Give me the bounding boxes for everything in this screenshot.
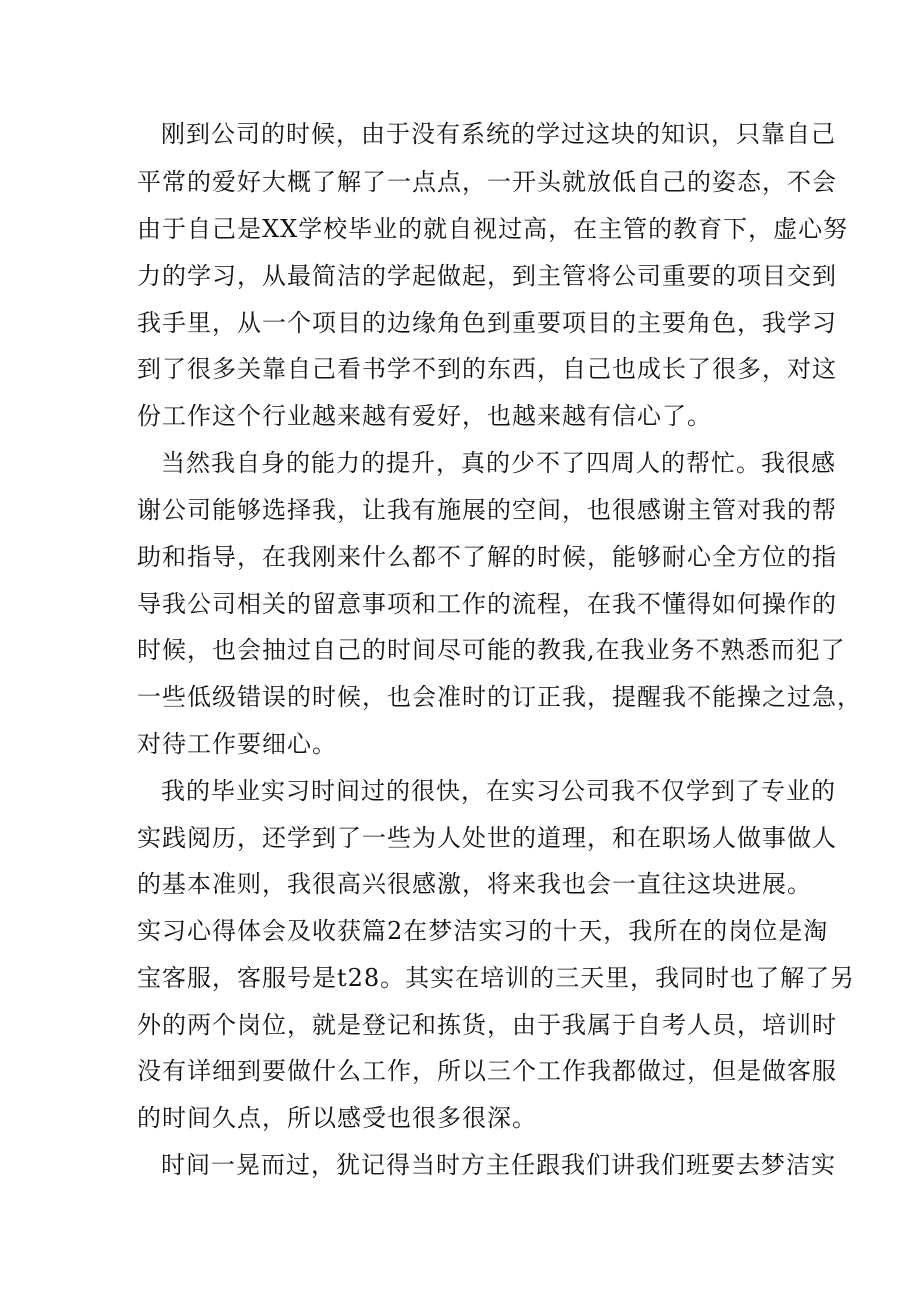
paragraph-3-line-1: 我的毕业实习时间过的很快，在实习公司我不仅学到了专业的: [161, 777, 836, 805]
paragraph-1-line-4: 力的学习，从最简洁的学起做起，到主管将公司重要的项目交到: [137, 262, 837, 290]
paragraph-2-line-5: 时候，也会抽过自己的时间尽可能的教我,在我业务不熟悉而犯了: [137, 636, 846, 664]
paragraph-2-line-3: 助和指导，在我刚来什么都不了解的时候，能够耐心全方位的指: [137, 543, 837, 571]
paragraph-2-line-2: 谢公司能够选择我，让我有施展的空间，也很感谢主管对我的帮: [137, 496, 837, 524]
paragraph-1-line-7: 份工作这个行业越来越有爱好，也越来越有信心了。: [137, 402, 712, 430]
paragraph-1-line-2: 平常的爱好大概了解了一点点，一开头就放低自己的姿态，不会: [137, 168, 837, 196]
paragraph-4-line-1: 实习心得体会及收获篇2在梦洁实习的十天，我所在的岗位是淘: [137, 917, 829, 945]
paragraph-2-line-6: 一些低级错误的时候，也会准时的订正我，提醒我不能操之过急，: [137, 683, 862, 711]
paragraph-1-line-1: 刚到公司的时候，由于没有系统的学过这块的知识，只靠自己: [161, 120, 836, 148]
paragraph-3-line-3: 的基本准则，我很高兴很感激，将来我也会一直往这块进展。: [137, 870, 812, 898]
paragraph-1-line-6: 到了很多关靠自己看书学不到的东西，自己也成长了很多，对这: [137, 355, 837, 383]
paragraph-5-line-1: 时间一晃而过，犹记得当时方主任跟我们讲我们班要去梦洁实: [161, 1151, 836, 1179]
paragraph-2-line-4: 导我公司相关的留意事项和工作的流程，在我不懂得如何操作的: [137, 590, 837, 618]
paragraph-4-line-2: 宝客服，客服号是t28。其实在培训的三天里，我同时也了解了另: [137, 964, 856, 992]
paragraph-4-line-5: 的时间久点，所以感受也很多很深。: [137, 1104, 537, 1132]
paragraph-1-line-5: 我手里，从一个项目的边缘角色到重要项目的主要角色，我学习: [137, 309, 837, 337]
paragraph-3-line-2: 实践阅历，还学到了一些为人处世的道理，和在职场人做事做人: [137, 824, 837, 852]
paragraph-4-line-4: 没有详细到要做什么工作，所以三个工作我都做过，但是做客服: [137, 1057, 837, 1085]
paragraph-2-line-7: 对待工作要细心。: [137, 730, 337, 758]
paragraph-2-line-1: 当然我自身的能力的提升，真的少不了四周人的帮忙。我很感: [161, 449, 836, 477]
paragraph-4-line-3: 外的两个岗位，就是登记和拣货，由于我属于自考人员，培训时: [137, 1011, 837, 1039]
paragraph-1-line-3: 由于自己是XX学校毕业的就自视过高，在主管的教育下，虚心努: [137, 215, 849, 243]
